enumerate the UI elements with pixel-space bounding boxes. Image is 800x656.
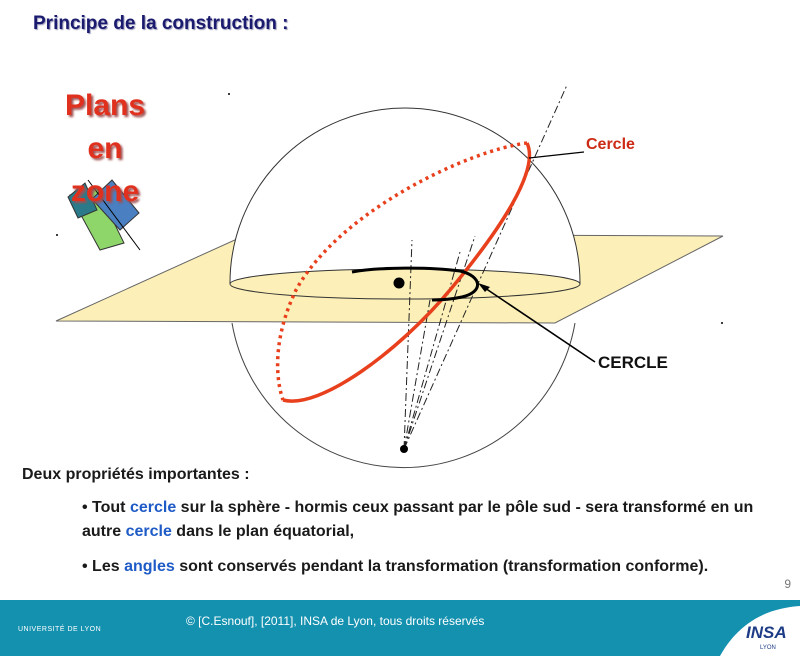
plans-line2: en [87, 132, 123, 165]
footer-bar [0, 600, 800, 656]
pointer-cercle [529, 152, 584, 158]
universite-de-lyon-logo [18, 610, 102, 644]
equator-ellipse [230, 269, 580, 299]
south-pole-dot [400, 445, 408, 453]
bullet1-text-a: Tout [92, 499, 130, 516]
bullet2-text-a: Les [92, 558, 125, 575]
sphere-center-dot [394, 278, 405, 289]
univ-logo-text: UNIVERSITÉ DE LYON [18, 626, 102, 633]
bullet-1: • Tout cercle sur la sphère - hormis ceux passant par le pôle sud - sera transformé en un autre cercle dans le plan équatorial, [82, 499, 754, 540]
slide-title: Principe de la construction : [33, 13, 289, 34]
insa-logo-subtext: LYON [760, 645, 776, 651]
plans-en-zone-title [50, 84, 160, 213]
plans-line3: zone [70, 175, 140, 208]
label-cercle: Cercle [586, 136, 635, 153]
bullet1-text-c: dans le plan équatorial, [171, 523, 355, 540]
label-cercle-black: CERCLE [598, 353, 668, 372]
bullet1-highlight-cercle2: cercle [125, 523, 172, 540]
bullet2-highlight-angles: angles [124, 558, 175, 575]
bullet1-highlight-cercle: cercle [129, 499, 177, 516]
bullet-2: • Les angles sont conservés pendant la transformation (transformation conforme). [82, 558, 709, 575]
bullet1-text-b: sur la sphère - hormis ceux passant par le pôle sud - sera transformé en un autre [82, 499, 754, 540]
bullet2-text-b: sont conservés pendant la transformation (transformation conforme). [174, 558, 709, 575]
page-number: 9 [784, 577, 791, 591]
properties-heading: Deux propriétés importantes : [22, 466, 250, 483]
copyright-text: © [C.Esnouf], [2011], INSA de Lyon, tous droits réservés [186, 614, 485, 628]
upper-hemisphere [230, 108, 580, 283]
insa-logo-text: INSA [746, 623, 787, 642]
insa-logo [700, 600, 800, 656]
plans-line1: Plans [64, 89, 146, 122]
